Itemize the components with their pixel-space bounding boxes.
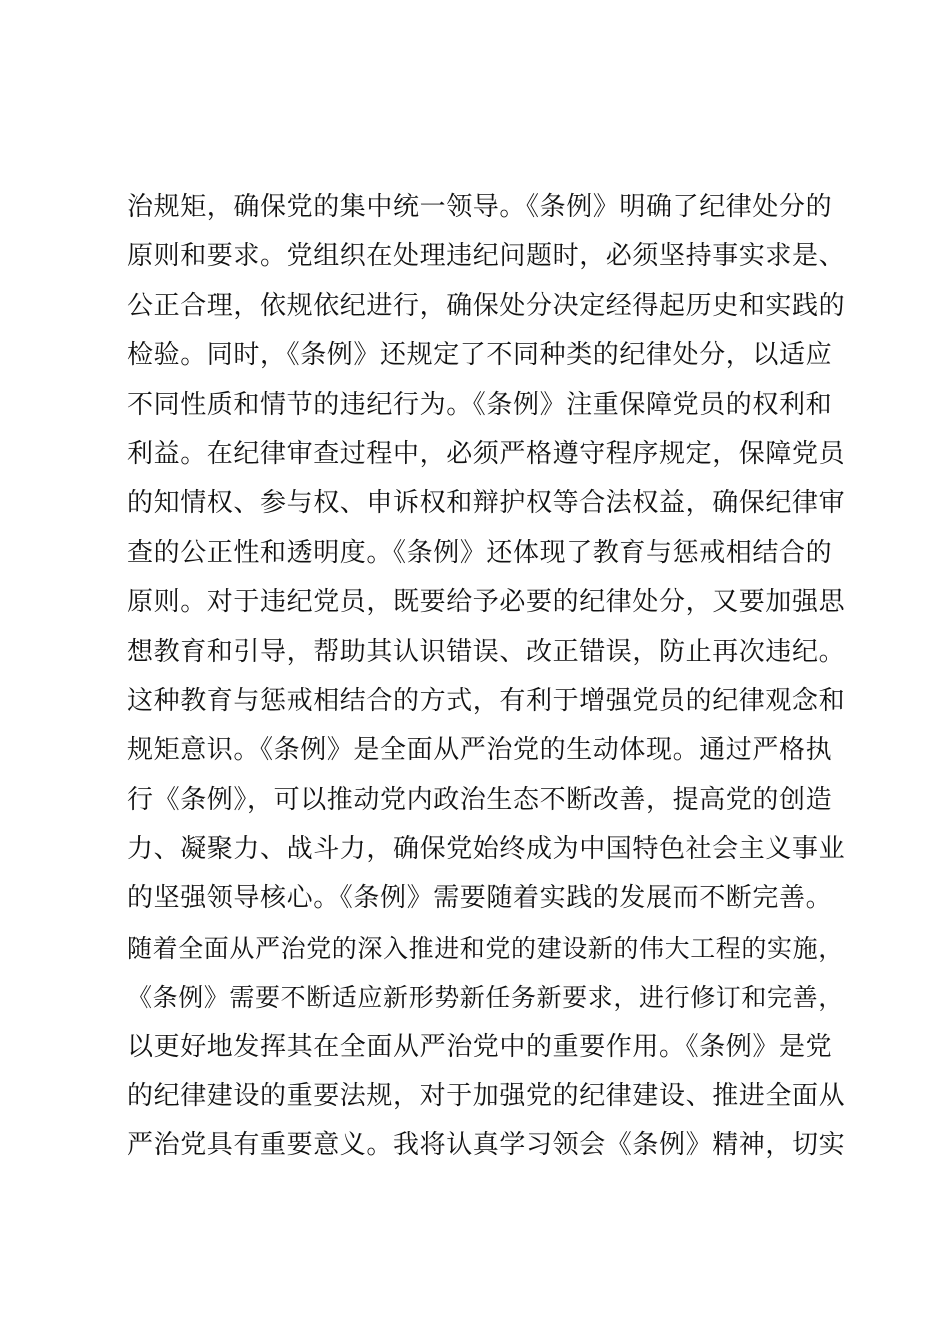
text-line: 这种教育与惩戒相结合的方式，有利于增强党员的纪律观念和 [127,685,846,716]
text-line: 公正合理，依规依纪进行，确保处分决定经得起历史和实践的 [127,290,846,321]
text-line: 的纪律建设的重要法规，对于加强党的纪律建设、推进全面从 [127,1081,846,1112]
text-line: 想教育和引导，帮助其认识错误、改正错误，防止再次违纪。 [127,636,846,667]
text-line: 以更好地发挥其在全面从严治党中的重要作用。《条例》是党 [127,1031,833,1062]
text-line: 不同性质和情节的违纪行为。《条例》注重保障党员的权利和 [127,389,833,420]
text-line: 力、凝聚力、战斗力，确保党始终成为中国特色社会主义事业 [127,834,846,865]
text-line: 严治党具有重要意义。我将认真学习领会《条例》精神，切实 [127,1130,846,1161]
text-line: 行《条例》，可以推动党内政治生态不断改善，提高党的创造 [127,784,833,815]
text-line: 治规矩，确保党的集中统一领导。《条例》明确了纪律处分的 [127,192,833,222]
text-line: 原则。对于违纪党员，既要给予必要的纪律处分，又要加强思 [127,587,846,618]
text-line: 随着全面从严治党的深入推进和党的建设新的伟大工程的实施， [127,933,844,963]
text-line: 利益。在纪律审查过程中，必须严格遵守程序规定，保障党员 [127,438,846,469]
text-line: 查的公正性和透明度。《条例》还体现了教育与惩戒相结合的 [127,537,833,568]
text-line: 原则和要求。党组织在处理违纪问题时，必须坚持事实求是、 [127,241,846,272]
text-line: 的知情权、参与权、申诉权和辩护权等合法权益，确保纪律审 [127,488,846,519]
text-line: 《条例》需要不断适应新形势新任务新要求，进行修订和完善， [127,983,844,1013]
text-line: 的坚强领导核心。《条例》需要随着实践的发展而不断完善。 [127,883,833,914]
body-text [127,183,847,1171]
text-line: 规矩意识。《条例》是全面从严治党的生动体现。通过严格执 [127,735,833,766]
text-line: 检验。同时，《条例》还规定了不同种类的纪律处分，以适应 [127,340,833,371]
